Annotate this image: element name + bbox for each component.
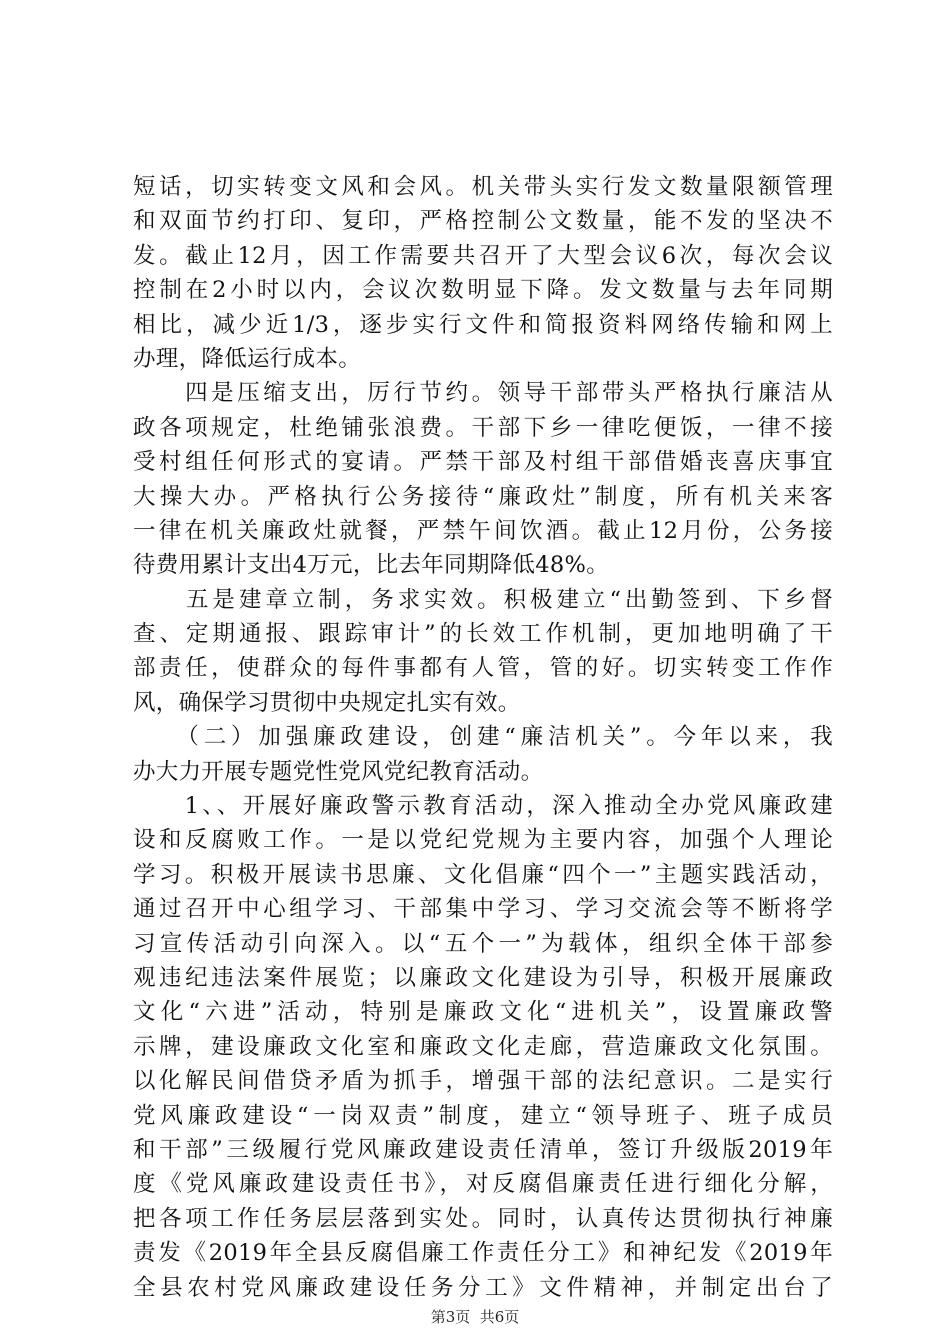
text-line: 度《党风廉政建设责任书》，对反腐倡廉责任进行细化分解，: [133, 1171, 833, 1198]
text-line: 相比，减少近1/3，逐步实行文件和简报资料网络传输和网上: [133, 311, 833, 338]
text-line: 和双面节约打印、复印，严格控制公文数量，能不发的坚决不: [133, 208, 833, 235]
text-line: 四是压缩支出，厉行节约。领导干部带头严格执行廉洁从: [133, 380, 833, 407]
text-line: 文化“六进”活动，特别是廉政文化“进机关”，设置廉政警: [133, 999, 833, 1026]
text-line: 责发《2019年全县反腐倡廉工作责任分工》和神纪发《2019年: [133, 1240, 833, 1267]
text-line: 政各项规定，杜绝铺张浪费。干部下乡一律吃便饭，一律不接: [133, 414, 833, 441]
text-line: 短话，切实转变文风和会风。机关带头实行发文数量限额管理: [133, 174, 833, 200]
text-line: 受村组任何形式的宴请。严禁干部及村组干部借婚丧喜庆事宜: [133, 449, 833, 476]
text-line: 控制在2小时以内，会议次数明显下降。发文数量与去年同期: [133, 277, 833, 304]
text-line: 习宣传活动引向深入。以“五个一”为载体，组织全体干部参: [133, 930, 833, 957]
text-line: 和干部”三级履行党风廉政建设责任清单，签订升级版2019年: [133, 1136, 833, 1163]
text-line: 以化解民间借贷矛盾为抓手，增强干部的法纪意识。二是实行: [133, 1068, 833, 1095]
text-line: 观违纪违法案件展览；以廉政文化建设为引导，积极开展廉政: [133, 964, 833, 991]
text-line: 五是建章立制，务求实效。积极建立“出勤签到、下乡督: [133, 586, 833, 613]
text-line: 办大力开展专题党性党风党纪教育活动。: [133, 758, 544, 785]
text-line: （二）加强廉政建设，创建“廉洁机关”。今年以来，我: [133, 724, 833, 751]
text-line: 示牌，建设廉政文化室和廉政文化走廊，营造廉政文化氛围。: [133, 1033, 833, 1060]
text-line: 通过召开中心组学习、干部集中学习、学习交流会等不断将学: [133, 896, 833, 923]
text-line: 1、、开展好廉政警示教育活动，深入推动全办党风廉政建: [133, 793, 833, 820]
text-line: 办理，降低运行成本。: [133, 345, 362, 372]
text-line: 待费用累计支出4万元，比去年同期降低48%。: [133, 552, 609, 579]
text-line: 学习。积极开展读书思廉、文化倡廉“四个一”主题实践活动，: [133, 861, 833, 888]
text-line: 把各项工作任务层层落到实处。同时，认真传达贯彻执行神廉: [133, 1205, 833, 1232]
text-line: 发。截止12月，因工作需要共召开了大型会议6次，每次会议: [133, 242, 833, 269]
body-text: [133, 170, 833, 1305]
text-line: 大操大办。严格执行公务接待“廉政灶”制度，所有机关来客: [133, 483, 833, 510]
text-line: 全县农村党风廉政建设任务分工》文件精神，并制定出台了: [133, 1274, 833, 1301]
text-line: 风，确保学习贯彻中央规定扎实有效。: [133, 689, 521, 716]
page-footer: 第3页 共6页: [430, 1308, 520, 1326]
text-line: 一律在机关廉政灶就餐，严禁午间饮酒。截止12月份，公务接: [133, 517, 833, 544]
text-line: 设和反腐败工作。一是以党纪党规为主要内容，加强个人理论: [133, 827, 833, 854]
text-line: 查、定期通报、跟踪审计”的长效工作机制，更加地明确了干: [133, 621, 833, 648]
text-line: 党风廉政建设“一岗双责”制度，建立“领导班子、班子成员: [133, 1102, 833, 1129]
text-line: 部责任，使群众的每件事都有人管，管的好。切实转变工作作: [133, 655, 833, 682]
